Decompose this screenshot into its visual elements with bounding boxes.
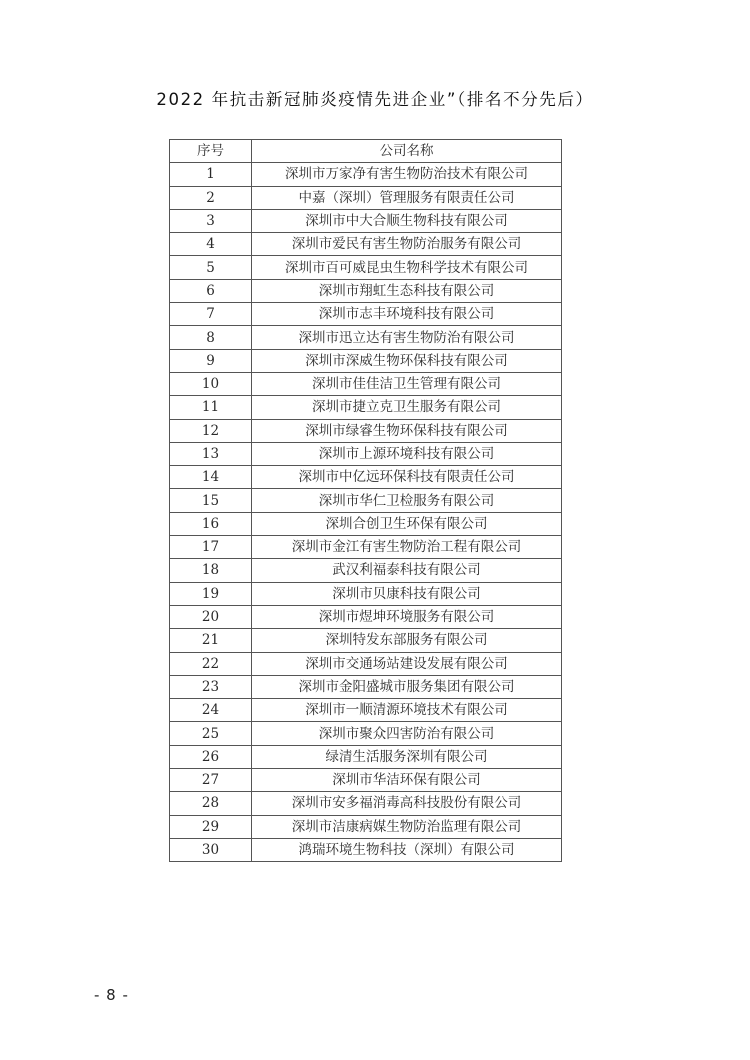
table-row [170,838,562,861]
row-company-name: 深圳合创卫生环保有限公司 [252,512,562,535]
row-index: 26 [170,745,252,768]
row-company-name: 绿清生活服务深圳有限公司 [252,745,562,768]
row-company-name: 深圳市深威生物环保科技有限公司 [252,349,562,372]
row-index: 7 [170,303,252,326]
table-row [170,396,562,419]
row-index: 18 [170,559,252,582]
row-company-name: 深圳市中大合顺生物科技有限公司 [252,209,562,232]
row-company-name: 武汉利福泰科技有限公司 [252,559,562,582]
table-row [170,769,562,792]
table-row [170,536,562,559]
row-company-name: 深圳市绿睿生物环保科技有限公司 [252,419,562,442]
row-index: 1 [170,163,252,186]
table-row [170,722,562,745]
table-row [170,512,562,535]
row-company-name: 深圳市煜坤环境服务有限公司 [252,605,562,628]
table-row [170,256,562,279]
row-index: 4 [170,233,252,256]
table-row [170,233,562,256]
row-company-name: 深圳市百可威昆虫生物科学技术有限公司 [252,256,562,279]
row-index: 30 [170,838,252,861]
row-index: 16 [170,512,252,535]
table-row [170,349,562,372]
row-index: 12 [170,419,252,442]
table-row [170,303,562,326]
row-index: 27 [170,769,252,792]
table-row [170,815,562,838]
row-index: 23 [170,675,252,698]
company-table [169,139,562,862]
row-index: 17 [170,536,252,559]
row-company-name: 深圳市聚众四害防治有限公司 [252,722,562,745]
table-row [170,745,562,768]
row-company-name: 深圳市万家净有害生物防治技术有限公司 [252,163,562,186]
page-title: 2022 年抗击新冠肺炎疫情先进企业”（排名不分先后） [156,90,594,109]
row-company-name: 深圳市翔虹生态科技有限公司 [252,279,562,302]
row-company-name: 深圳市一顺清源环境技术有限公司 [252,699,562,722]
row-company-name: 深圳市迅立达有害生物防治有限公司 [252,326,562,349]
row-index: 15 [170,489,252,512]
table-row [170,559,562,582]
table-row [170,652,562,675]
page-number: - 8 - [94,986,129,1004]
row-company-name: 深圳市洁康病媒生物防治监理有限公司 [252,815,562,838]
table-row [170,675,562,698]
row-index: 3 [170,209,252,232]
row-company-name: 深圳市上源环境科技有限公司 [252,442,562,465]
table-row [170,582,562,605]
table-row [170,699,562,722]
row-company-name: 深圳市金江有害生物防治工程有限公司 [252,536,562,559]
row-index: 13 [170,442,252,465]
table-row [170,792,562,815]
row-company-name: 深圳市金阳盛城市服务集团有限公司 [252,675,562,698]
row-index: 14 [170,466,252,489]
row-company-name: 深圳市华洁环保有限公司 [252,769,562,792]
row-company-name: 鸿瑞环境生物科技（深圳）有限公司 [252,838,562,861]
row-index: 25 [170,722,252,745]
row-index: 8 [170,326,252,349]
table-row [170,186,562,209]
row-company-name: 深圳市交通场站建设发展有限公司 [252,652,562,675]
row-index: 29 [170,815,252,838]
table-row [170,489,562,512]
table-body [170,163,562,862]
row-index: 28 [170,792,252,815]
row-company-name: 深圳市中亿远环保科技有限责任公司 [252,466,562,489]
table-row [170,279,562,302]
table-header-row [170,140,562,163]
table-row [170,442,562,465]
row-company-name: 深圳特发东部服务有限公司 [252,629,562,652]
row-company-name: 中嘉（深圳）管理服务有限责任公司 [252,186,562,209]
row-company-name: 深圳市志丰环境科技有限公司 [252,303,562,326]
row-index: 21 [170,629,252,652]
row-company-name: 深圳市安多福消毒高科技股份有限公司 [252,792,562,815]
table-row [170,209,562,232]
row-index: 22 [170,652,252,675]
row-index: 11 [170,396,252,419]
row-index: 2 [170,186,252,209]
table-row [170,163,562,186]
row-index: 10 [170,372,252,395]
table-row [170,629,562,652]
table-row [170,466,562,489]
table-row [170,326,562,349]
row-index: 19 [170,582,252,605]
header-index: 序号 [170,140,252,163]
row-company-name: 深圳市贝康科技有限公司 [252,582,562,605]
row-company-name: 深圳市华仁卫检服务有限公司 [252,489,562,512]
row-index: 9 [170,349,252,372]
row-company-name: 深圳市爱民有害生物防治服务有限公司 [252,233,562,256]
row-company-name: 深圳市捷立克卫生服务有限公司 [252,396,562,419]
header-company-name: 公司名称 [252,140,562,163]
table-row [170,605,562,628]
row-company-name: 深圳市佳佳洁卫生管理有限公司 [252,372,562,395]
row-index: 6 [170,279,252,302]
row-index: 20 [170,605,252,628]
row-index: 24 [170,699,252,722]
table-row [170,372,562,395]
table-row [170,419,562,442]
row-index: 5 [170,256,252,279]
